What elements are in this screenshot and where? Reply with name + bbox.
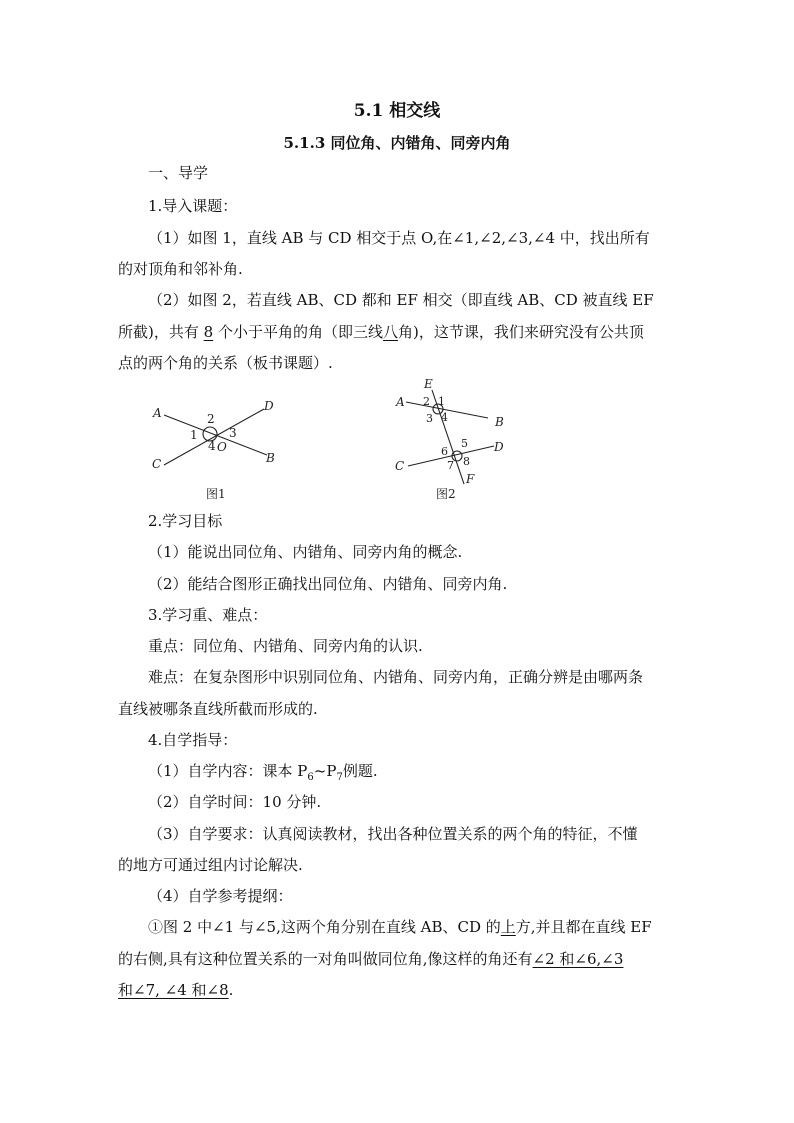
angle-label-4: 4 — [208, 439, 216, 453]
self-study-content: （1）自学内容：课本 $P_6\sim P_7$例题. — [148, 762, 378, 783]
label-a: A — [153, 406, 162, 420]
label-f: F — [466, 472, 475, 486]
item-heading-4: 4.自学指导： — [148, 731, 238, 749]
angle-label-8: 8 — [463, 455, 470, 468]
angle-label-1: 1 — [438, 395, 445, 408]
paragraph-1-line-1: （1）如图 1，直线 AB 与 CD 相交于点 O,在∠1,∠2,∠3,∠4 中，找出所有 — [148, 229, 650, 247]
figure-2-caption: 图2 — [436, 487, 456, 501]
item-heading-2: 2.学习目标 — [148, 512, 223, 530]
outline-item-1-line-3: 和∠7, ∠4 和∠8. — [118, 981, 234, 999]
outline-item-1-line-2: 的右侧,具有这种位置关系的一对角叫做同位角,像这样的角还有∠2 和∠6,∠3 — [118, 950, 624, 968]
label-d: D — [494, 440, 504, 454]
label-b: B — [266, 451, 275, 465]
outline-item-1-line-1: ①图 2 中∠1 与∠5,这两个角分别在直线 AB、CD 的上方,并且都在直线 EF — [148, 918, 652, 936]
figure-1 — [140, 392, 300, 504]
blank-answer: 八 — [382, 323, 398, 341]
label-d: D — [264, 399, 274, 413]
key-point: 重点：同位角、内错角、同旁内角的认识. — [148, 637, 423, 655]
difficulty-line-2: 直线被哪条直线所截而形成的. — [118, 700, 318, 718]
angle-label-6: 6 — [441, 445, 448, 458]
angle-label-5: 5 — [461, 437, 468, 450]
label-o: O — [217, 440, 227, 454]
paragraph-2-line-1: （2）如图 2，若直线 AB、CD 都和 EF 相交（即直线 AB、CD 被直线 EF — [148, 291, 654, 309]
page-title: 5.1 相交线 — [353, 101, 441, 121]
self-study-req-line-1: （3）自学要求：认真阅读教材，找出各种位置关系的两个角的特征，不懂 — [148, 825, 638, 843]
angle-label-4: 4 — [441, 411, 448, 424]
angle-label-2: 2 — [207, 412, 215, 426]
angle-label-2: 2 — [423, 395, 430, 408]
self-study-req-line-2: 的地方可通过组内讨论解决. — [118, 856, 303, 874]
figure-2 — [390, 376, 522, 504]
blank-answer: ∠2 和∠6,∠3 — [532, 950, 624, 968]
section-heading: 一、导学 — [148, 164, 209, 182]
outline-heading: （4）自学参考提纲： — [148, 887, 293, 905]
label-a: A — [396, 395, 405, 409]
difficulty-line-1: 难点：在复杂图形中识别同位角、内错角、同旁内角，正确分辨是由哪两条 — [148, 668, 644, 686]
self-study-time: （2）自学时间：10 分钟. — [148, 793, 322, 811]
label-e: E — [424, 377, 433, 391]
blank-answer: 上 — [500, 918, 516, 936]
goal-1: （1）能说出同位角、内错角、同旁内角的概念. — [148, 543, 463, 561]
paragraph-2-line-2: 所截)，共有 8 个小于平角的角（即三线八角)，这节课，我们来研究没有公共顶 — [118, 323, 644, 341]
item-heading-3: 3.学习重、难点： — [148, 606, 268, 624]
blank-answer: 8 — [203, 323, 214, 341]
page-subtitle: 5.1.3 同位角、内错角、同旁内角 — [283, 134, 511, 152]
angle-label-3: 3 — [229, 426, 237, 440]
label-c: C — [395, 459, 405, 473]
label-b: B — [495, 415, 504, 429]
paragraph-1-line-2: 的对顶角和邻补角. — [118, 260, 243, 278]
item-heading-1: 1.导入课题： — [148, 197, 238, 215]
angle-label-3: 3 — [426, 412, 433, 425]
blank-answer: 和∠7, ∠4 和∠8 — [118, 981, 229, 999]
label-c: C — [152, 457, 162, 471]
paragraph-2-line-3: 点的两个角的关系（板书课题）. — [118, 354, 333, 372]
angle-label-1: 1 — [190, 428, 198, 442]
angle-label-7: 7 — [447, 459, 454, 472]
figure-1-caption: 图1 — [206, 487, 226, 501]
goal-2: （2）能结合图形正确找出同位角、内错角、同旁内角. — [148, 575, 508, 593]
